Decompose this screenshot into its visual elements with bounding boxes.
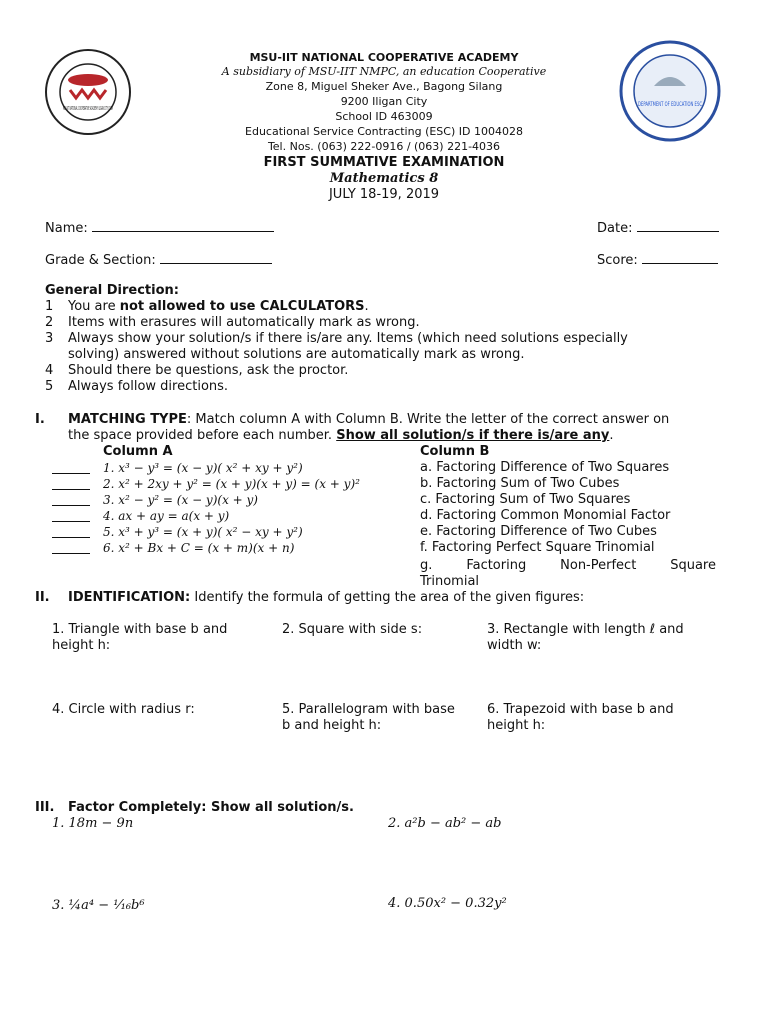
- direction-text: Should there be questions, ask the proctor.: [68, 363, 349, 378]
- answer-blank[interactable]: [52, 525, 90, 538]
- part2-title: IDENTIFICATION:: [68, 590, 191, 605]
- answer-blank[interactable]: [52, 461, 90, 474]
- direction-bold: not allowed to use CALCULATORS: [119, 299, 365, 314]
- name-line[interactable]: [92, 219, 274, 232]
- direction-item: [45, 379, 229, 395]
- directions-heading: General Direction:: [45, 283, 179, 298]
- column-b-heading: Column B: [420, 444, 490, 459]
- score-field[interactable]: [597, 251, 718, 269]
- part1-title: MATCHING TYPE: [68, 412, 187, 427]
- part2-instruction: [68, 590, 584, 606]
- exam-title: FIRST SUMMATIVE EXAMINATION: [263, 155, 505, 170]
- item-word: Non-Perfect: [560, 558, 637, 573]
- identification-item: 1. Triangle with base b and: [52, 622, 228, 637]
- column-b-item: c. Factoring Sum of Two Squares: [420, 492, 631, 507]
- name-label: Name:: [45, 221, 88, 236]
- column-b-item: f. Factoring Perfect Square Trinomial: [420, 540, 655, 555]
- identification-item-cont: height h:: [487, 718, 546, 733]
- part1-number: I.: [35, 412, 45, 427]
- answer-blank[interactable]: [52, 493, 90, 506]
- column-a-item: 6. x² + Bx + C = (x + m)(x + n): [103, 541, 295, 555]
- column-a-item: 4. ax + ay = a(x + y): [103, 509, 230, 523]
- direction-end: .: [364, 299, 369, 314]
- column-a-item: 5. x³ + y³ = (x + y)( x² − xy + y²): [103, 525, 303, 539]
- name-field[interactable]: [45, 219, 274, 237]
- direction-text: You are: [68, 299, 120, 314]
- part3-instruction: [68, 800, 354, 816]
- identification-item: 4. Circle with radius r:: [52, 702, 195, 717]
- identification-item-cont: width w:: [487, 638, 542, 653]
- identification-item: 5. Parallelogram with base: [282, 702, 455, 717]
- identification-item: 3. Rectangle with length ℓ and: [487, 622, 684, 637]
- column-b-item-g: [420, 558, 716, 574]
- identification-item-cont: b and height h:: [282, 718, 382, 733]
- score-line[interactable]: [642, 251, 718, 264]
- part2-desc: Identify the formula of getting the area of the given figures:: [190, 590, 585, 605]
- direction-text: Items with erasures will automatically mark as wrong.: [68, 315, 420, 330]
- direction-text: Always follow directions.: [68, 379, 229, 394]
- item-number: 4: [45, 363, 54, 378]
- item-number: 3: [45, 331, 54, 346]
- date-label: Date:: [597, 221, 633, 236]
- school-logo-text: MSU-IIT NATIONAL COOPERATIVE ACADEMY ILIGAN CITY COOP: [63, 106, 113, 112]
- direction-item: [45, 299, 369, 315]
- telephone-line: Tel. Nos. (063) 222-0916 / (063) 221-4036: [267, 140, 501, 153]
- column-b-item: b. Factoring Sum of Two Cubes: [420, 476, 620, 491]
- answer-blank[interactable]: [52, 509, 90, 522]
- direction-text-cont: solving) answered without solutions are automatically mark as wrong.: [68, 347, 525, 362]
- grade-line[interactable]: [160, 251, 272, 264]
- exam-subject: Mathematics 8: [329, 171, 439, 186]
- answer-blank[interactable]: [52, 477, 90, 490]
- part1-instruction-2: the space provided before each number. Show all solution/s if there is/are any.: [68, 428, 614, 443]
- deped-logo-text: DEPARTMENT OF EDUCATION ESC: [638, 101, 702, 108]
- part3-title: Factor Completely: [68, 800, 202, 815]
- column-b-item-g-cont: Trinomial: [420, 574, 480, 589]
- date-line[interactable]: [637, 219, 719, 232]
- item-word: Factoring: [466, 558, 527, 573]
- exam-date: JULY 18-19, 2019: [328, 187, 440, 202]
- factor-item: 2. a²b − ab² − ab: [388, 816, 502, 831]
- column-b-item: a. Factoring Difference of Two Squares: [420, 460, 670, 475]
- factor-item: 3. ¼a⁴ − ¹⁄₁₆b⁶: [52, 898, 145, 913]
- factor-item: 4. 0.50x² − 0.32y²: [388, 896, 507, 911]
- direction-item: [45, 331, 628, 347]
- city-line: 9200 Iligan City: [340, 95, 428, 108]
- item-word: Square: [670, 558, 716, 573]
- column-a-item: 2. x² + 2xy + y² = (x + y)(x + y) = (x + y)²: [103, 477, 360, 491]
- part3-desc: : Show all solution/s.: [201, 800, 354, 815]
- subsidiary-line: A subsidiary of MSU-IIT NMPC, an education Cooperative: [221, 65, 547, 78]
- column-a-item: 1. x³ − y³ = (x − y)( x² + xy + y²): [103, 461, 303, 475]
- score-label: Score:: [597, 253, 638, 268]
- part1-instruction: [68, 412, 669, 428]
- esc-id: Educational Service Contracting (ESC) ID 1004028: [245, 125, 523, 138]
- direction-item: [45, 363, 349, 379]
- factor-item: 1. 18m − 9n: [52, 816, 134, 831]
- address-line: Zone 8, Miguel Sheker Ave., Bagong Silang: [265, 80, 503, 93]
- identification-item: 2. Square with side s:: [282, 622, 423, 637]
- item-letter: g.: [420, 558, 433, 573]
- item-number: 2: [45, 315, 54, 330]
- part2-number: II.: [35, 590, 50, 605]
- column-b-item: d. Factoring Common Monomial Factor: [420, 508, 671, 523]
- item-number: 1: [45, 299, 54, 314]
- part3-number: III.: [35, 800, 55, 815]
- identification-item-cont: height h:: [52, 638, 111, 653]
- direction-item: [45, 315, 420, 331]
- identification-item: 6. Trapezoid with base b and: [487, 702, 674, 717]
- grade-label: Grade & Section:: [45, 253, 156, 268]
- answer-blank[interactable]: [52, 541, 90, 554]
- part1-desc2-bold: Show all solution/s if there is/are any: [336, 428, 610, 443]
- grade-field[interactable]: [45, 251, 272, 269]
- column-a-item: 3. x² − y² = (x − y)(x + y): [103, 493, 258, 507]
- column-a-heading: Column A: [103, 444, 173, 459]
- school-name: MSU-IIT NATIONAL COOPERATIVE ACADEMY: [249, 51, 519, 64]
- item-number: 5: [45, 379, 54, 394]
- part1-desc: : Match column A with Column B. Write the letter of the correct answer on: [186, 412, 670, 427]
- part1-desc2: the space provided before each number.: [68, 428, 337, 443]
- column-b-item: e. Factoring Difference of Two Cubes: [420, 524, 657, 539]
- school-id: School ID 463009: [335, 110, 433, 123]
- direction-text: Always show your solution/s if there is/are any. Items (which need solutions especially: [68, 331, 628, 346]
- date-field[interactable]: [597, 219, 719, 237]
